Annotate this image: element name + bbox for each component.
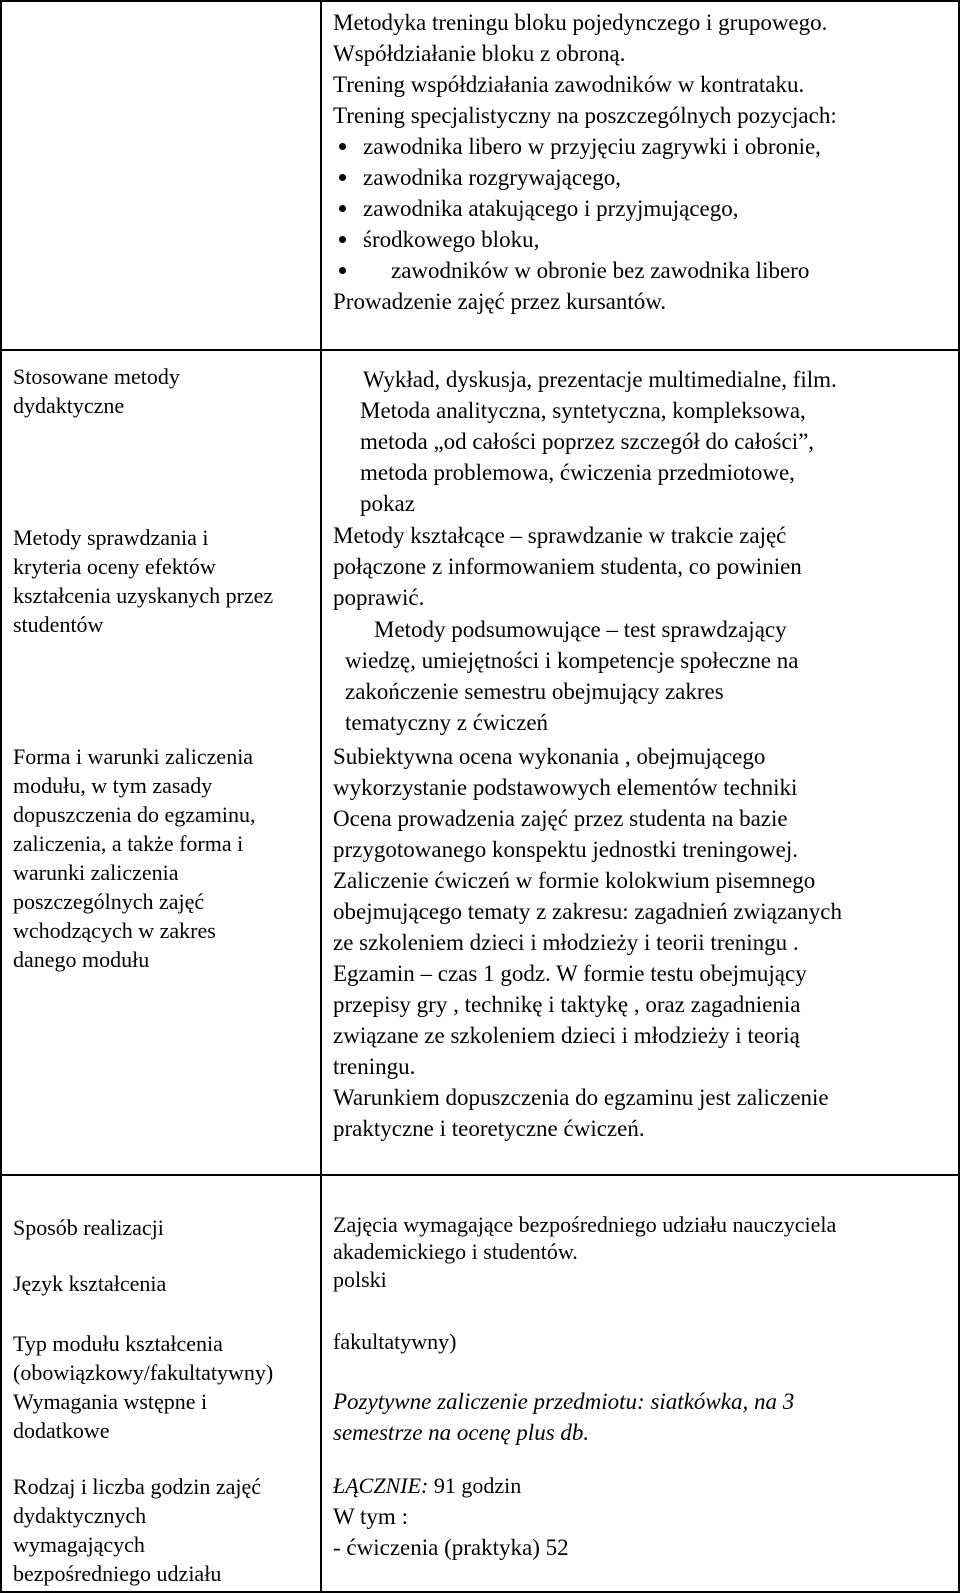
content-line: Trening współdziałania zawodników w kontrataku. [333, 72, 805, 97]
assessment-value-summary: Metody podsumowujące – test sprawdzający [374, 617, 787, 642]
module-type-value: fakultatywny) [333, 1329, 457, 1354]
content-line: Metodyka treningu bloku pojedynczego i grupowego. [333, 10, 828, 35]
requirements-label: Wymagania wstępne i dodatkowe [13, 1389, 208, 1443]
hours-in-that: W tym : [333, 1504, 408, 1529]
assessment-value-summary-cont: wiedzę, umiejętności i kompetencje społeczne na zakończenie semestru obejmujący zakres tematyczny z ćwiczeń [345, 648, 799, 735]
realization-value: Zajęcia wymagające bezpośredniego udziału nauczyciela akademickiego i studentów. [333, 1212, 837, 1264]
bullet-dot-icon [339, 205, 346, 212]
methods-value: Wykład, dyskusja, prezentacje multimedialne, film. [363, 367, 837, 392]
hours-value [333, 1471, 569, 1563]
bullet-item: zawodników w obronie bez zawodnika libero [333, 255, 837, 286]
bullet-item: środkowego bloku, [333, 224, 837, 255]
table-column-divider [320, 0, 322, 1593]
row-divider-1 [0, 349, 960, 351]
passing-label: Forma i warunki zaliczenia modułu, w tym zasady dopuszczenia do egzaminu, zaliczenia, a także forma i warunki zaliczenia poszczególnych zajęć wchodzących w zakres danego modułu [13, 744, 256, 972]
bullet-item: zawodnika atakującego i przyjmującego, [333, 193, 837, 224]
table-border-left [0, 0, 2, 1593]
assessment-label: Metody sprawdzania i kryteria oceny efektów kształcenia uzyskanych przez studentów [13, 525, 274, 637]
bullet-item: zawodnika libero w przyjęciu zagrywki i obronie, [333, 131, 837, 162]
training-content-cell [333, 7, 837, 317]
content-line: Trening specjalistyczny na poszczególnych pozycjach: [333, 103, 837, 128]
bullet-item: zawodnika rozgrywającego, [333, 162, 837, 193]
language-value: polski [333, 1267, 387, 1292]
passing-value: Subiektywna ocena wykonania , obejmującego wykorzystanie podstawowych elementów techniki Ocena prowadzenia zajęć przez studenta na bazie przygotowanego konspektu jednostki treningowej. Zaliczenie ćwiczeń w formie kolokwium pisemnego obejmującego tematy z zakresu: zagadnień związanych ze szkoleniem dzieci i młodzieży i teorii treningu . Egzamin – czas 1 godz. W formie testu obejmujący przepisy gry , technikę i taktykę , oraz zagadnienia związane ze szkoleniem dzieci i młodzieży i teorią treningu. Warunkiem dopuszczenia do egzaminu jest zaliczenie praktyczne i teoretyczne ćwiczeń. [333, 744, 842, 1141]
hours-total: ŁĄCZNIE: 91 godzin [333, 1473, 522, 1498]
hours-practice: - ćwiczenia (praktyka) 52 [333, 1535, 569, 1560]
requirements-value: Pozytywne zaliczenie przedmiotu: siatkówka, na 3 semestrze na ocenę plus db. [333, 1389, 795, 1445]
methods-value-cont: Metoda analityczna, syntetyczna, kompleksowa, metoda „od całości poprzez szczegół do całości”, metoda problemowa, ćwiczenia przedmiotowe, pokaz [360, 398, 815, 516]
hours-label: Rodzaj i liczba godzin zajęć dydaktycznych wymagających bezpośredniego udziału [13, 1474, 261, 1586]
module-type-label: Typ modułu kształcenia (obowiązkowy/fakultatywny) [13, 1331, 274, 1385]
language-label: Język kształcenia [13, 1271, 167, 1296]
bullet-dot-icon [339, 174, 346, 181]
bullet-dot-icon [339, 267, 346, 274]
content-line: Współdziałanie bloku z obroną. [333, 41, 626, 66]
methods-label: Stosowane metody dydaktyczne [13, 364, 180, 418]
table-border-top [0, 0, 960, 2]
bullet-dot-icon [339, 236, 346, 243]
content-line: Prowadzenie zajęć przez kursantów. [333, 289, 667, 314]
realization-label: Sposób realizacji [13, 1215, 164, 1240]
row-divider-2 [0, 1174, 960, 1176]
assessment-value: Metody kształcące – sprawdzanie w trakcie zajęć połączone z informowaniem studenta, co powinien poprawić. [333, 523, 802, 610]
bullet-dot-icon [339, 143, 346, 150]
